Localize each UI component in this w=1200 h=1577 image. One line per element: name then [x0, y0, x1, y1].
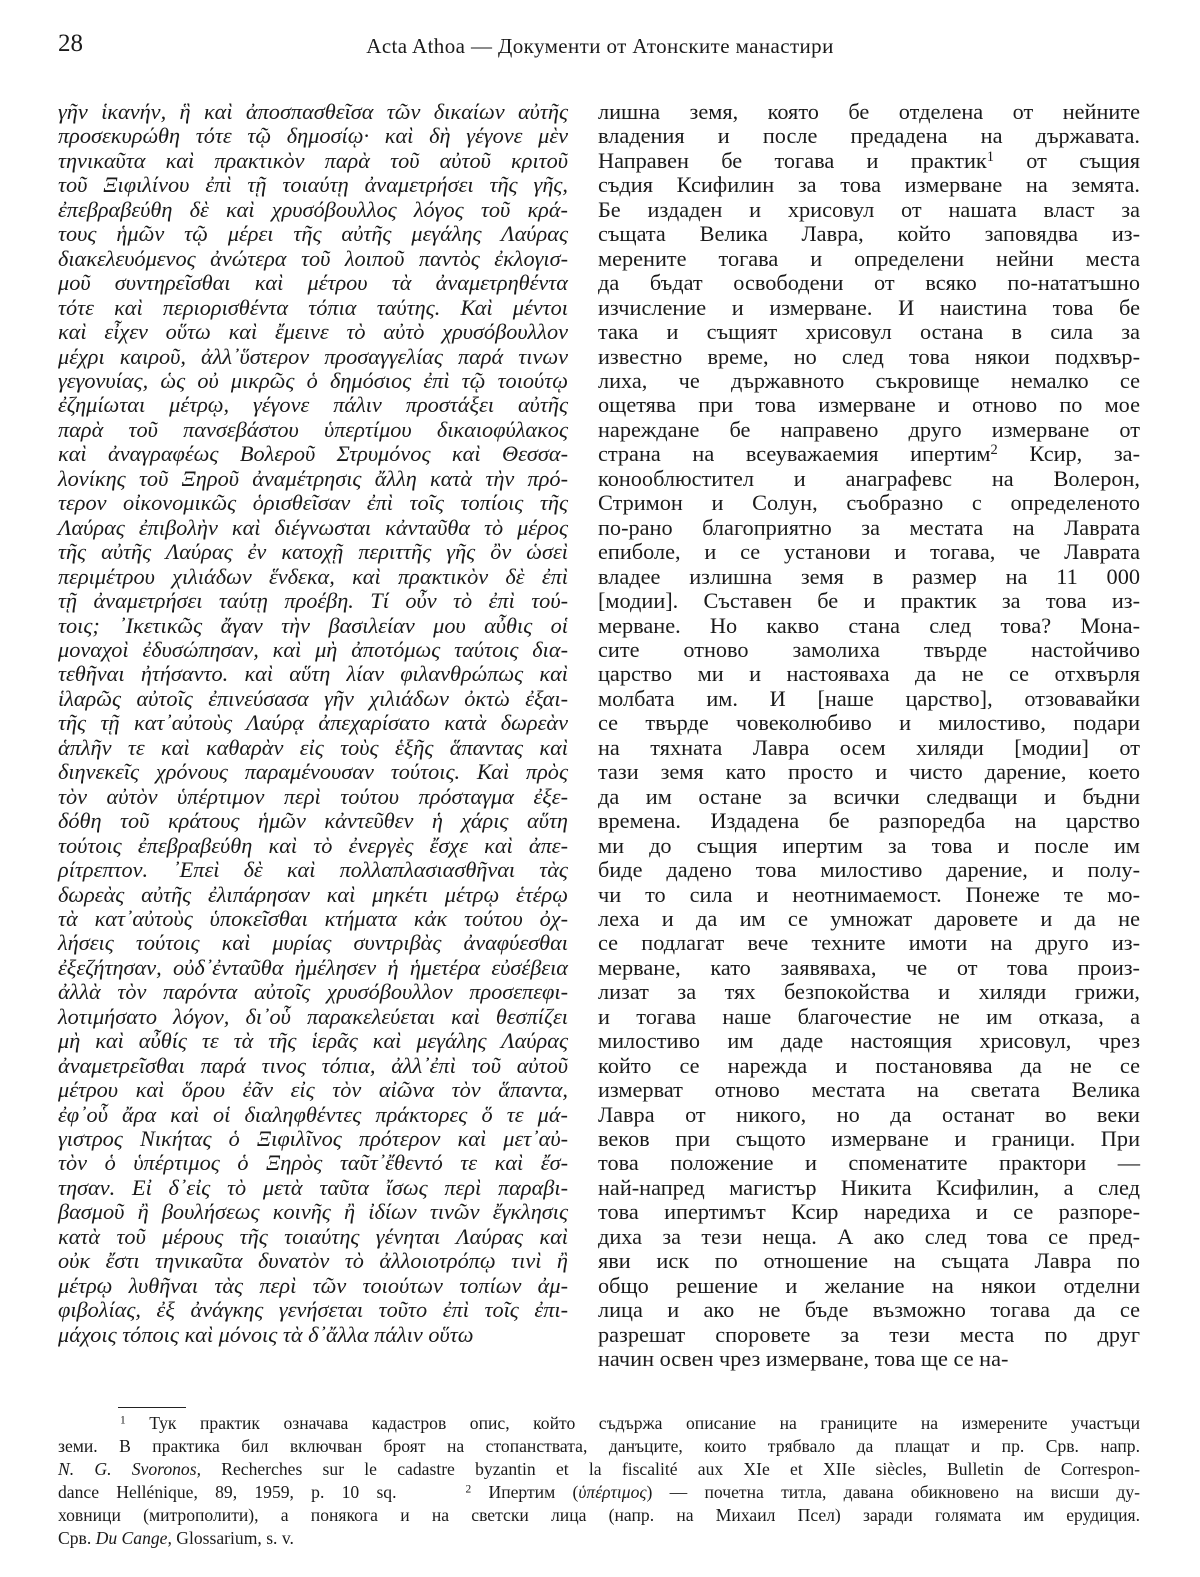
translation-line: по-рано благоприятно за местата на Лаврата — [598, 514, 1140, 540]
translation-line: ощетява при това измерване и отново по мое — [598, 392, 1140, 418]
translation-line: веков при същото измерване и граници. При — [598, 1126, 1140, 1152]
translation-line: и тогава наше благочестие не им отказа, а — [598, 1003, 1140, 1029]
translation-line: да им остане за всички следващи и бъдни — [598, 783, 1140, 809]
greek-text-line: τῇ ἀναμετρήσει ταύτῃ προέβη. Τί οὖν τὸ ἐπὶ τού- — [58, 588, 568, 614]
translation-line: Стримон и Солун, съобразно с определеното — [598, 490, 1140, 516]
greek-text-line: οὐκ ἔστι τηνικαῦτα δυνατὸν τὸ ἀλλοιοτρόπῳ τινὶ ἢ — [58, 1248, 568, 1274]
translation-line: времена. Издадена бе разпоредба на царство — [598, 808, 1140, 834]
translation-line: известно време, но след това някои подхвър- — [598, 343, 1140, 369]
greek-text-line: ἁπλῆν τε καὶ καθαρὰν εἰς τοὺς ἑξῆς ἅπαντας καὶ — [58, 734, 568, 760]
translation-line: най-напред магистър Никита Ксифилин, а след — [598, 1174, 1140, 1200]
translation-line: Бе издаден и хрисовул от нашата власт за — [598, 196, 1140, 222]
footnote-1-citation-end: dance Hellénique, 89, 1959, p. 10 sq. — [58, 1482, 397, 1502]
translation-line: на тяхната Лавра осем хиляди [модии] от — [598, 734, 1140, 760]
page-number: 28 — [58, 30, 83, 57]
greek-text-line: βασμοῦ ἢ βουλήσεως κοινῆς ἢ ἰδίων τινῶν ἔγκλησις — [58, 1199, 568, 1225]
greek-text-line: τεθῆναι ἠτήσαντο. καὶ αὕτη λίαν φιλανθρώπως καὶ — [58, 661, 568, 687]
greek-text-line: ἀναμετρεῖσθαι παρά τινος τόπια, ἀλλ᾽ἐπὶ τοῦ αὐτοῦ — [58, 1052, 568, 1078]
greek-text-line: δωρεὰς αὐτῆς ἐλιπάρησαν καὶ μηκέτι μέτρῳ ἑτέρῳ — [58, 881, 568, 907]
translation-line: се твърде човеколюбиво и милостиво, подари — [598, 710, 1140, 736]
footnote-2-text: Ипертим ( — [471, 1482, 579, 1502]
footnote-2-text: ) — почетна титла, давана обикновено на висши ду- — [646, 1482, 1140, 1502]
translation-line: лизат за тях безпокойства и хиляди грижи, — [598, 979, 1140, 1005]
translation-line: страна на всеуважаемия ипертим$^2$ Ксир, за- — [598, 441, 1140, 467]
greek-text-line: παρὰ τοῦ πανσεβάστου ὑπερτίμου δικαιοφύλακος — [58, 416, 568, 442]
translation-line: лиха, че държавното съкровище немалко се — [598, 367, 1140, 393]
greek-text-line: ἐπεβραβεύθη δὲ καὶ χρυσόβουλλος λόγος τοῦ κρά- — [58, 196, 568, 222]
greek-text-line: κατὰ τοῦ μέρους τῆς τοιαύτης γένηται Λαύρας καὶ — [58, 1223, 568, 1249]
translation-line: изчисление и измерване. И наистина това бе — [598, 294, 1140, 320]
greek-text-line: διηνεκεῖς χρόνους παραμένουσαν τούτοις. Καὶ πρὸς — [58, 759, 568, 785]
translation-line: епиболе, и се установи и тогава, че Лаврата — [598, 539, 1140, 565]
greek-text-line: Λαύρας ἐπιβολὴν καὶ διέγνωσται κἀνταῦθα τὸ μέρος — [58, 514, 568, 540]
greek-text-line: ἐξεζήτησαν, οὐδ᾽ἐνταῦθα ἠμέλησεν ἡ ἡμετέρα εὐσέβεια — [58, 954, 568, 980]
running-title: Acta Athoa — Документи от Атонските манастири — [366, 34, 834, 58]
greek-text-line: περιμέτρου χιλιάδων ἕνδεκα, καὶ πρακτικὸν δὲ ἐπὶ — [58, 563, 568, 589]
translation-line: мерване. Но какво стана след това? Мона- — [598, 612, 1140, 638]
greek-text-line: μοῦ συντηρεῖσθαι καὶ μέτρου τὰ ἀναμετρηθέντα — [58, 270, 568, 296]
greek-text-line: τοις; ᾽Ικετικῶς ἄγαν τὴν βασιλείαν μου αὖθις οἱ — [58, 612, 568, 638]
greek-text-line: λονίκης τοῦ Ξηροῦ ἀναμέτρησις ἄλλη κατὰ τὴν πρό- — [58, 465, 568, 491]
footnote-separator — [118, 1407, 186, 1408]
greek-text-line: τηνικαῦτα καὶ πρακτικὸν παρὰ τοῦ αὐτοῦ κριτοῦ — [58, 147, 568, 173]
footnote-1-line — [58, 1458, 1140, 1481]
translation-line: разрешат споровете за тези места по друг — [598, 1321, 1140, 1347]
greek-text-line: γεγονυίας, ὡς οὐ μικρῶς ὁ δημόσιος ἐπὶ τῷ τοιούτῳ — [58, 367, 568, 393]
greek-text-line: τὰ κατ᾽αὐτοὺς ὑποκεῖσθαι κτήματα κἀκ τούτου ὀχ- — [58, 905, 568, 931]
translation-line: същата Велика Лавра, който заповядва из- — [598, 221, 1140, 247]
greek-text-line: τῆς αὐτῆς Λαύρας ἐν κατοχῇ περιττῆς γῆς ὂν ὡσεὶ — [58, 539, 568, 565]
greek-text-line: τῆς τῇ κατ᾽αὐτοὺς Λαύρᾳ ἀπεχαρίσατο κατὰ δωρεὰν — [58, 710, 568, 736]
translation-line: владее излишна земя в размер на 11 000 — [598, 563, 1140, 589]
translation-line: лишна земя, която бе отделена от нейните — [598, 99, 1140, 124]
greek-text-line: φιβολίας, ἐξ ἀνάγκης γενήσεται τοῦτο ἐπὶ τοῖς ἐπι- — [58, 1297, 568, 1323]
translation-line: съдия Ксифилин за това измерване на земята. — [598, 172, 1140, 198]
greek-text-line: τερον οἰκονομικῶς ὁρισθεῖσαν ἐπὶ τοῖς τοπίοις τῆς — [58, 490, 568, 516]
footnote-author: N. G. Svoronos, — [58, 1459, 201, 1479]
greek-text-line: μέτρῳ λυθῆναι τὰς περὶ τῶν τοιούτων τοπίων ἀμ- — [58, 1272, 568, 1298]
footnote-1-line: земи. В практика бил включван броят на стопанствата, данъците, които трябвало да плащат и пр. Срв. напр. — [58, 1436, 1140, 1456]
translation-line: милостиво им даде настоящия хрисовул, чрез — [598, 1028, 1140, 1054]
footnote-reference: 1 — [986, 148, 995, 165]
translation-line: владения и после предадена на държавата. — [598, 123, 1140, 149]
translation-line: да бъдат освободени от всяко по-нататъшно — [598, 270, 1140, 296]
translation-line: измерват отново местата на светата Велика — [598, 1077, 1140, 1103]
translation-line: който се нарежда и постановява да не се — [598, 1052, 1140, 1078]
translation-line: диха за тези неща. А ако след това се пред- — [598, 1223, 1140, 1249]
greek-text-line: τότε καὶ περιορισθέντα τόπια ταύτης. Καὶ μέντοι — [58, 294, 568, 320]
footnote-2-greek-term: ὑπέρτιμος — [578, 1482, 647, 1502]
translation-line: това положение и споменатите практори — — [598, 1150, 1140, 1176]
greek-text-line: καὶ εἶχεν οὕτω καὶ ἔμεινε τὸ αὐτὸ χρυσόβουλλον — [58, 319, 568, 345]
greek-text-line: ἐφ᾽οὗ ἄρα καὶ οἱ διαληφθέντες πράκτορες ὅ τε μά- — [58, 1101, 568, 1127]
translation-line: лица и ако не бъде възможно тогава да се — [598, 1297, 1140, 1323]
translation-line: общо решение и желание на някои отделни — [598, 1272, 1140, 1298]
greek-text-line: λοτιμήσατο λόγον, δι᾽οὗ παρακελεύεται καὶ θεσπίζει — [58, 1003, 568, 1029]
translation-line: Направен бе тогава и практик$^1$ от същия — [598, 147, 1140, 173]
translation-line: нареждане бе направено друго измерване от — [598, 416, 1140, 442]
footnote-author: Du Cange, — [95, 1528, 172, 1548]
greek-text-line: διακελευόμενος ἀνώτερα τοῦ λοιποῦ παντὸς ἐκλογισ- — [58, 245, 568, 271]
translation-line: Лавра от никого, но да останат во веки — [598, 1101, 1140, 1127]
greek-text-column — [58, 100, 568, 1347]
greek-text-line: τὸν αὐτὸν ὑπέρτιμον περὶ τούτου πρόσταγμα ἐξε- — [58, 783, 568, 809]
greek-text-line: ρίτρεπτον. ᾽Επεὶ δὲ καὶ πολλαπλασιασθῆναι τὰς — [58, 857, 568, 883]
translation-line: се подлагат вече техните имоти на друго из- — [598, 930, 1140, 956]
greek-text-line: μοναχοὶ ἐδυσώπησαν, καὶ μὴ ἀποτόμως ταύτοις δια- — [58, 636, 568, 662]
greek-text-line: τὸν ὁ ὑπέρτιμος ὁ Ξηρὸς ταῦτ᾽ἔθεντό τε καὶ ἔσ- — [58, 1150, 568, 1176]
greek-text-line: τους ἡμῶν τῷ μέρει τῆς αὐτῆς μεγάλης Λαύρας — [58, 221, 568, 247]
greek-text-line: μέτρου καὶ ὅρου ἐᾶν εἰς τὸν αἰῶνα τὸν ἅπαντα, — [58, 1077, 568, 1103]
greek-text-line: τοῦ Ξιφιλίνου ἐπὶ τῇ τοιαύτῃ ἀναμετρήσει τῆς γῆς, — [58, 172, 568, 198]
footnotes — [58, 1412, 1140, 1550]
greek-text-line: δόθη τοῦ κράτους ἡμῶν κἀντεῦθεν ἡ χάρις αὕτη — [58, 808, 568, 834]
footnote-2-citation: Glossarium, s. v. — [171, 1528, 294, 1548]
translation-line: начин освен чрез измерване, това ще се на- — [598, 1346, 1009, 1372]
translation-line: мерените тогава и определени нейни места — [598, 245, 1140, 271]
translation-line: така и същият хрисовул остана в сила за — [598, 319, 1140, 345]
greek-text-line: μὴ καὶ αὖθίς τε τὰ τῆς ἱερᾶς καὶ μεγάλης Λαύρας — [58, 1028, 568, 1054]
footnote-2-marker: 2 — [465, 1483, 472, 1496]
footnote-2-prefix: Срв. — [58, 1528, 96, 1548]
greek-text-line: προσεκυρώθη τότε τῷ δημοσίῳ· καὶ δὴ γέγονε μὲν — [58, 123, 568, 149]
greek-text-line: μέχρι καιροῦ, ἀλλ᾽ὕστερον προσαγγελίας παρά τινων — [58, 343, 568, 369]
greek-text-line: γῆν ἱκανήν, ἣ καὶ ἀποσπασθεῖσα τῶν δικαίων αὐτῆς — [58, 99, 568, 124]
greek-text-line: ἐζημίωται μέτρῳ, γέγονε πάλιν προστάξει αὐτῆς — [58, 392, 568, 418]
footnote-1-citation: Recherches sur le cadastre byzantin et la fiscalité aux XIe et XIIe siècles, Bulletin de Correspon- — [200, 1459, 1140, 1479]
translation-line: биде дадено това милостиво дарение, и полу- — [598, 857, 1140, 883]
footnote-2-line — [58, 1527, 1140, 1550]
translation-line: конооблюстител и анаграфевс на Волерон, — [598, 465, 1140, 491]
translation-line: това ипертимът Ксир наредиха и се разпоре- — [598, 1199, 1140, 1225]
greek-text-line: τούτοις ἐπεβραβεύθη καὶ τὸ ἐνεργὲς ἔσχε καὶ ἀπε- — [58, 832, 568, 858]
greek-text-line: λήσεις τούτοις καὶ μυρίας συντριβὰς ἀναφύεσθαι — [58, 930, 568, 956]
footnote-1-marker: 1 — [120, 1414, 126, 1427]
footnote-2-line: ховници (митрополити), а понякога и на светски лица (напр. на Михаил Псел) заради голямата им ерудиция. — [58, 1505, 1140, 1525]
footnote-1-2-line — [58, 1481, 1140, 1504]
greek-text-line: μάχοις τόποις καὶ μόνοις τὰ δ᾽ἄλλα πάλιν οὕτω — [58, 1321, 474, 1347]
footnote-1-text: Тук практик означава кадастров опис, който съдържа описание на границите на измерените участъци — [149, 1413, 1140, 1433]
translation-line: ми до същия ипертим за това и после им — [598, 832, 1140, 858]
translation-line: молбата им. И [наше царство], отзовавайки — [598, 685, 1140, 711]
translation-line: чи то сила и неотнимаемост. Понеже те мо- — [598, 881, 1140, 907]
translation-line: мерване, като заявяваха, че от това произ- — [598, 954, 1140, 980]
greek-text-line: ἀλλὰ τὸν παρόντα αὐτοῖς χρυσόβουλλον προσεπεφι- — [58, 979, 568, 1005]
translation-line: тази земя като просто и чисто дарение, което — [598, 759, 1140, 785]
translation-line: сите отново замолиха твърде настойчиво — [598, 636, 1140, 662]
footnote-reference: 2 — [990, 442, 998, 459]
greek-text-line: ἱλαρῶς αὐτοῖς ἐπινεύσασα γῆν χιλιάδων ὀκτὼ ἐξαι- — [58, 685, 568, 711]
greek-text-line: τησαν. Εἰ δ᾽εἰς τὸ μετὰ ταῦτα ἴσως περὶ παραβι- — [58, 1174, 568, 1200]
translation-line: леха и да им се умножат даровете и да не — [598, 905, 1140, 931]
translation-line: яви иск по отношение на същата Лавра по — [598, 1248, 1140, 1274]
bulgarian-translation-column — [598, 100, 1140, 1372]
greek-text-line: καὶ ἀναγραφέως Βολεροῦ Στρυμόνος καὶ Θεσσα- — [58, 441, 568, 467]
greek-text-line: γιστρος Νικήτας ὁ Ξιφιλῖνος πρότερον καὶ μετ᾽αὐ- — [58, 1126, 568, 1152]
footnote-1-line — [58, 1412, 1140, 1435]
translation-line: [модии]. Съставен бе и практик за това из- — [598, 588, 1140, 614]
translation-line: царство ми и настояваха да не се отхвърля — [598, 661, 1140, 687]
